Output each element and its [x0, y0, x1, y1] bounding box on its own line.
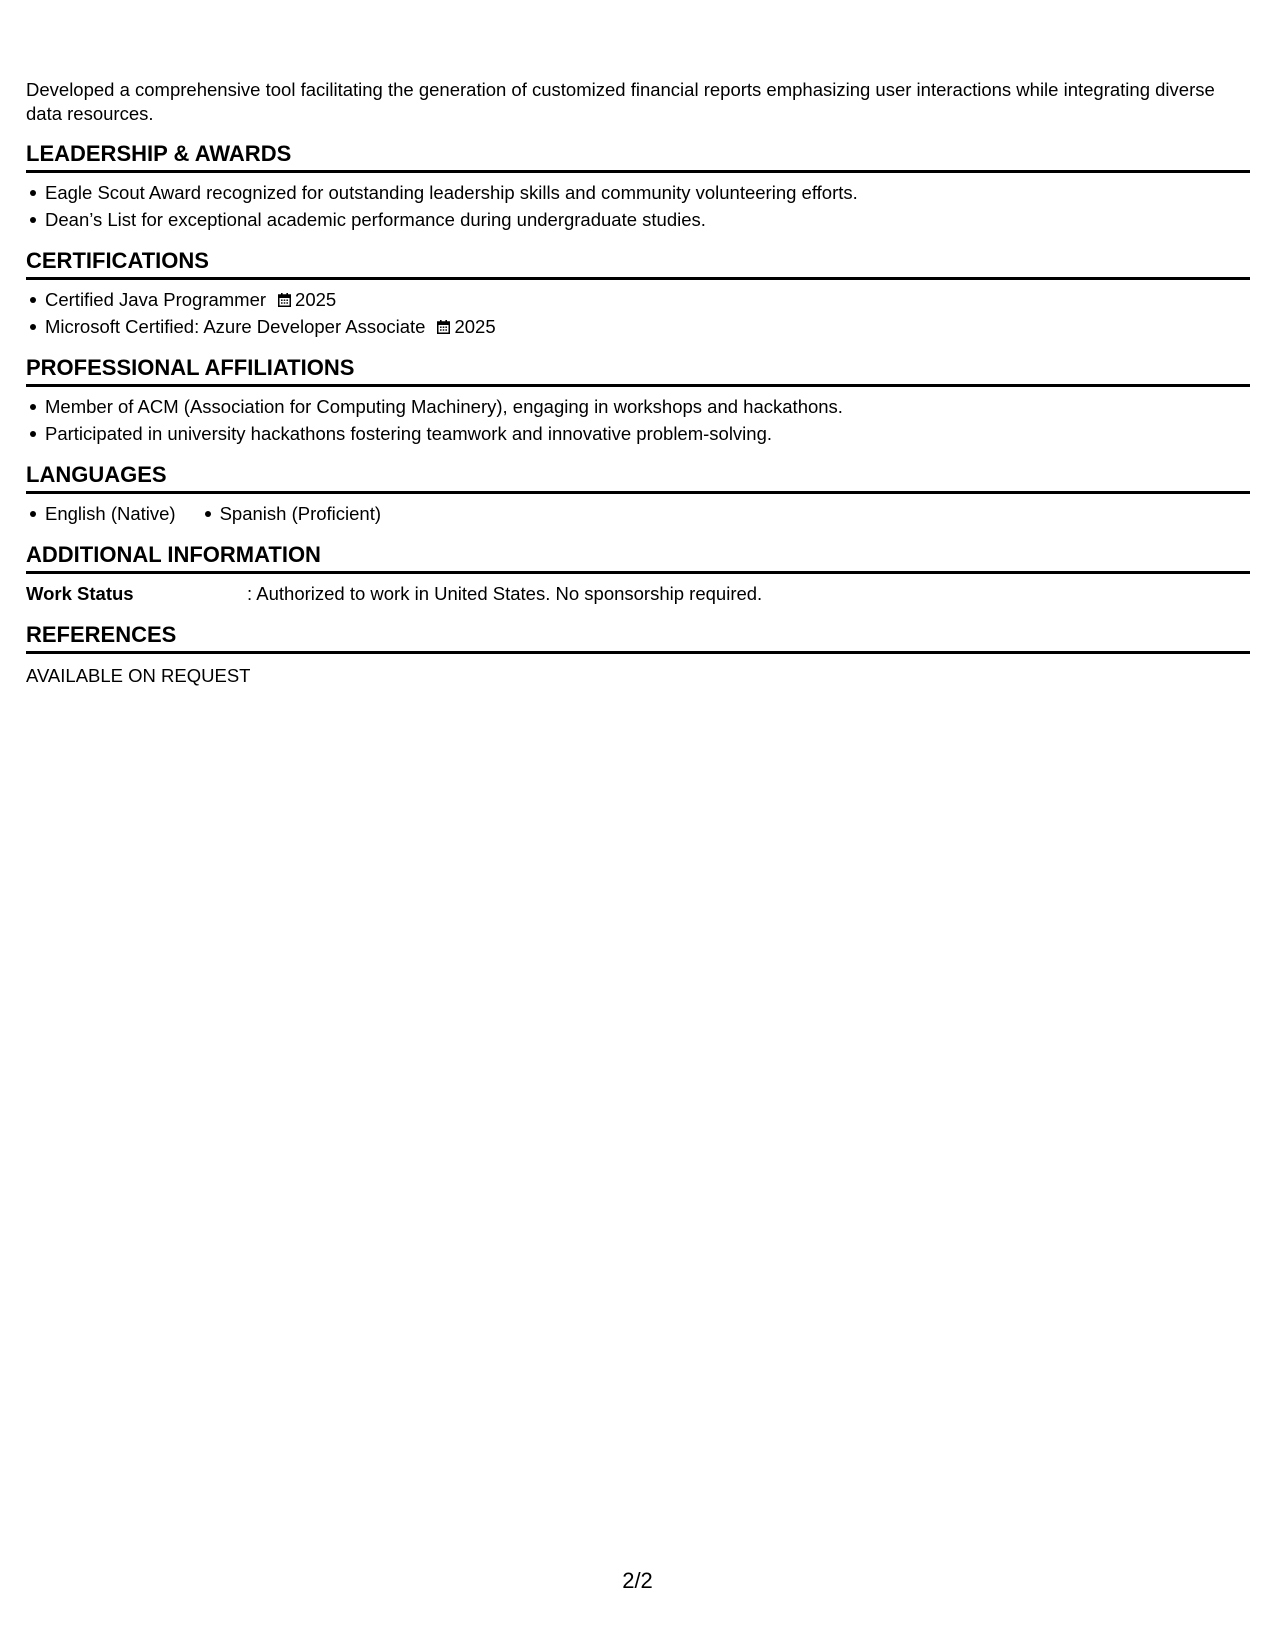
references-text: AVAILABLE ON REQUEST	[26, 665, 251, 686]
affiliations-list	[26, 393, 1250, 447]
list-item: Member of ACM (Association for Computing Machinery), engaging in workshops and hackathons.	[45, 393, 1250, 420]
calendar-icon	[278, 293, 291, 307]
resume-page	[26, 78, 1250, 689]
additional-info-section	[26, 541, 1250, 607]
section-title-affiliations: PROFESSIONAL AFFILIATIONS	[26, 354, 1250, 387]
project-description: Developed a comprehensive tool facilitating the generation of customized financial reports emphasizing user interactions while integrating diverse data resources.	[26, 79, 1215, 124]
languages-list	[26, 500, 1250, 527]
list-item	[45, 313, 1250, 340]
certifications-section	[26, 247, 1250, 340]
section-title-references: REFERENCES	[26, 621, 1250, 654]
section-title-additional-info: ADDITIONAL INFORMATION	[26, 541, 1250, 574]
certification-name: Microsoft Certified: Azure Developer Associate	[45, 316, 426, 337]
section-title-languages: LANGUAGES	[26, 461, 1250, 494]
list-item: Participated in university hackathons fostering teamwork and innovative problem-solving.	[45, 420, 1250, 447]
languages-section	[26, 461, 1250, 527]
certifications-list	[26, 286, 1250, 340]
list-item: Eagle Scout Award recognized for outstanding leadership skills and community volunteering efforts.	[45, 179, 1250, 206]
certification-year: 2025	[454, 316, 496, 337]
certification-name: Certified Java Programmer	[45, 289, 267, 310]
page-number: 2/2	[622, 1568, 653, 1593]
work-status-label: Work Status	[26, 583, 134, 604]
work-status-row	[26, 580, 1250, 607]
calendar-icon	[437, 320, 450, 334]
leadership-list	[26, 179, 1250, 233]
language-item: Spanish (Proficient)	[220, 500, 381, 527]
references-section	[26, 621, 1250, 689]
affiliations-section	[26, 354, 1250, 447]
list-item: Dean’s List for exceptional academic performance during undergraduate studies.	[45, 206, 1250, 233]
work-status-value: : Authorized to work in United States. No sponsorship required.	[247, 583, 763, 604]
list-item	[45, 286, 1250, 313]
leadership-section	[26, 140, 1250, 233]
certification-year: 2025	[295, 289, 337, 310]
section-title-leadership: LEADERSHIP & AWARDS	[26, 140, 1250, 173]
section-title-certifications: CERTIFICATIONS	[26, 247, 1250, 280]
language-item: English (Native)	[45, 500, 176, 527]
